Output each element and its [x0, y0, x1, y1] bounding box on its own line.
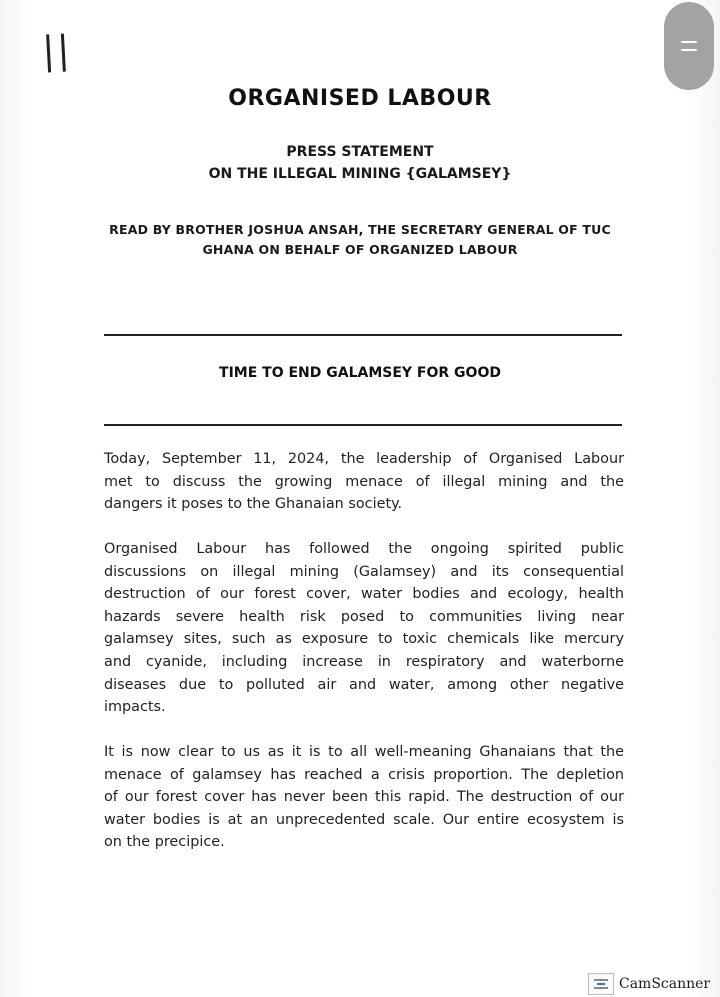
paragraph-2: [104, 538, 624, 719]
menu-button[interactable]: [664, 2, 714, 90]
paragraph-line: galamsey sites, such as exposure to toxic chemicals like mercury: [104, 631, 624, 648]
menu-icon: [679, 36, 699, 56]
paragraph-line: destruction of our forest cover, water bodies and ecology, health: [104, 586, 624, 603]
paragraph-line: impacts.: [104, 699, 166, 716]
paragraph-line: of our forest cover has never been this rapid. The destruction of our: [104, 789, 624, 806]
paragraph-line: dangers it poses to the Ghanaian society.: [104, 496, 403, 513]
paragraph-line: Today, September 11, 2024, the leadership of Organised Labour: [104, 451, 624, 467]
divider-bottom: [104, 424, 622, 426]
paragraph-line: It is now clear to us as it is to all well-meaning Ghanaians that the: [104, 744, 624, 760]
paragraph-line: hazards severe health risk posed to communities living near: [104, 608, 624, 625]
paragraph-line: discussions on illegal mining (Galamsey) and its consequential: [104, 563, 624, 580]
camscanner-label: CamScanner: [619, 976, 711, 992]
paragraph-1: [104, 448, 624, 516]
camscanner-watermark: [588, 972, 710, 996]
page-mark: ||: [40, 27, 73, 73]
section-title: TIME TO END GALAMSEY FOR GOOD: [219, 365, 501, 381]
paragraph-line: met to discuss the growing menace of illegal mining and the: [104, 473, 624, 490]
paragraph-line: and cyanide, including increase in respiratory and waterborne: [104, 653, 624, 670]
press-statement-heading: PRESS STATEMENT: [286, 144, 434, 160]
reader-line-1: READ BY BROTHER JOSHUA ANSAH, THE SECRETARY GENERAL OF TUC: [109, 222, 611, 237]
paragraph-line: menace of galamsey has reached a crisis proportion. The depletion: [104, 766, 624, 783]
document-title: ORGANISED LABOUR: [228, 86, 492, 111]
paragraph-line: water bodies is at an unprecedented scale. Our entire ecosystem is: [104, 811, 624, 828]
statement-topic-heading: ON THE ILLEGAL MINING {GALAMSEY}: [208, 166, 512, 182]
paragraph-3: [104, 741, 624, 854]
divider-top: [104, 334, 622, 336]
camscanner-logo-icon: [588, 973, 614, 995]
reader-line-2: GHANA ON BEHALF OF ORGANIZED LABOUR: [202, 242, 518, 257]
paragraph-line: Organised Labour has followed the ongoing spirited public: [104, 541, 624, 557]
paragraph-line: on the precipice.: [104, 834, 225, 851]
paragraph-line: diseases due to polluted air and water, among other negative: [104, 676, 624, 693]
